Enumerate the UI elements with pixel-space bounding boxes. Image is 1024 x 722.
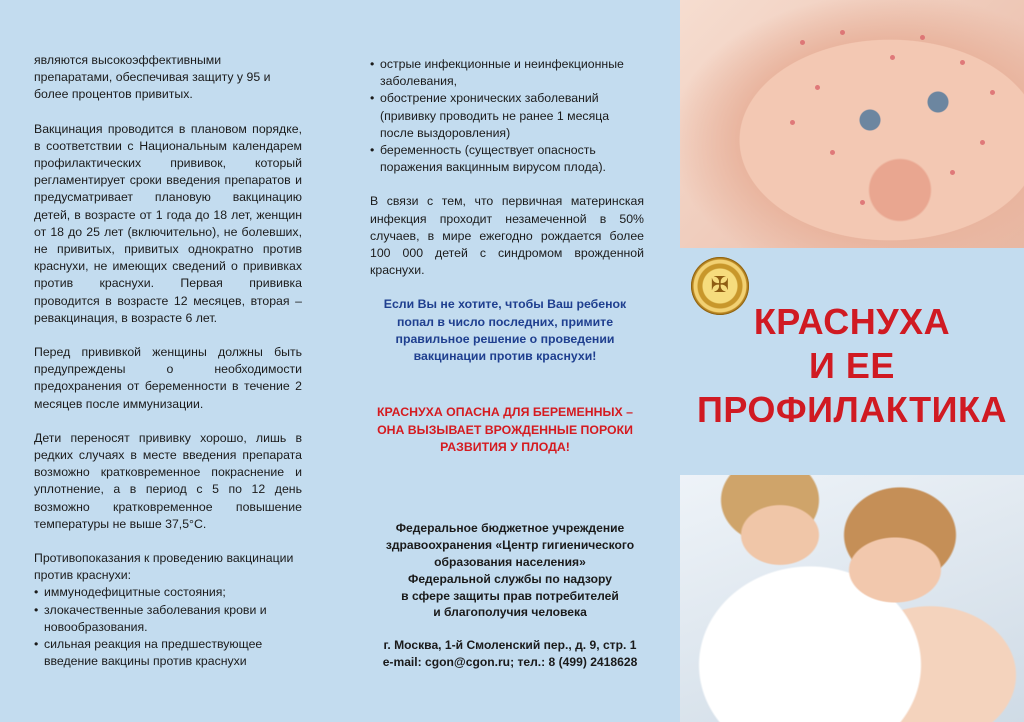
brochure-title	[680, 300, 1024, 432]
contraindications-list	[34, 584, 274, 670]
rash-spot	[890, 55, 895, 60]
baby-with-rash-photo	[680, 0, 1024, 248]
list-item: • злокачественные заболевания крови и новообразования.	[34, 602, 274, 636]
organization-line: Федеральной службы по надзору	[408, 571, 612, 586]
organization-line: Федеральное бюджетное учреждение	[395, 521, 625, 536]
middle-column	[340, 0, 680, 722]
organization-contacts: e-mail: cgon@cgon.ru; тел.: 8 (499) 2418628	[382, 655, 638, 670]
title-line: ПРОФИЛАКТИКА	[697, 389, 1007, 430]
title-line: И ЕЕ	[809, 345, 895, 386]
list-item: • сильная реакция на предшествующее введение вакцины против краснухи	[34, 636, 274, 670]
organization-address: г. Москва, 1-й Смоленский пер., д. 9, стр. 1	[383, 638, 637, 653]
list-item: • обострение хронических заболеваний (прививку проводить не ранее 1 месяца после выздоровления)	[370, 90, 640, 142]
spacer	[34, 533, 340, 550]
organization-line: в сфере защиты прав потребителей	[401, 588, 619, 603]
left-column	[0, 0, 340, 722]
organization-line: здравоохранения «Центр гигиенического	[385, 538, 635, 553]
cover-column	[680, 0, 1024, 722]
rash-spot	[800, 40, 805, 45]
rash-spot	[840, 30, 845, 35]
pregnancy-warning-paragraph: Перед прививкой женщины должны быть предупреждены о необходимости предохранения от беременности в течение 2 месяцев после иммунизации.	[34, 345, 302, 411]
vaccination-schedule-paragraph: Вакцинация проводится в плановом порядке, в соответствии с Национальным календарем профилактических прививок, который регламентирует сроки введения препаратов и предусматривает плановую вакцинацию детей, в возрасте от 1 года до 18 лет, женщин от 18 до 25 лет (включительно), не болевших, не привитых, привитых однократно против краснухи, не имеющих сведений о прививках против краснухи. Первая прививка проводится в возрасте 12 месяцев, вторая – ревакцинация, в возрасте 6 лет.	[34, 121, 302, 325]
spacer	[34, 104, 340, 121]
organization-block	[370, 520, 650, 670]
organization-line: и благополучия человека	[433, 605, 587, 620]
spacer	[370, 279, 680, 296]
spacer	[370, 621, 650, 637]
vaccination-call-to-action: Если Вы не хотите, чтобы Ваш ребенок попал в число последних, примите правильное решение о проведении вакцинации против краснухи!	[383, 297, 627, 364]
spacer	[370, 456, 680, 520]
spacer	[370, 176, 680, 193]
rospotrebnadzor-emblem-icon: ✠	[691, 257, 749, 315]
spacer	[370, 365, 680, 404]
rash-spot	[815, 85, 820, 90]
list-item: • беременность (существует опасность поражения вакцинным вирусом плода).	[370, 142, 640, 176]
side-effects-paragraph: Дети переносят прививку хорошо, лишь в редких случаях в месте введения препарата возможно кратковременное покраснение и уплотнение, а в период с 5 по 12 день возможно кратковременное повышение температуры не выше 37,5°С.	[34, 430, 302, 531]
rash-spot	[830, 150, 835, 155]
contraindications-list-continued	[370, 56, 640, 176]
rash-spot	[790, 120, 795, 125]
vaccine-effectiveness-paragraph: являются высокоэффективными препаратами, обеспечивая защиту у 95 и более процентов привитых.	[34, 53, 271, 102]
rash-spot	[950, 170, 955, 175]
rash-spot	[860, 200, 865, 205]
title-line: КРАСНУХА	[753, 301, 951, 342]
rash-spot	[980, 140, 985, 145]
list-item: • иммунодефицитные состояния;	[34, 584, 274, 601]
organization-line: образования населения»	[434, 555, 586, 570]
list-item: • острые инфекционные и неинфекционные заболевания,	[370, 56, 640, 90]
contraindications-intro: Противопоказания к проведению вакцинации против краснухи:	[34, 551, 294, 583]
rash-spot	[960, 60, 965, 65]
pregnancy-danger-warning: КРАСНУХА ОПАСНА ДЛЯ БЕРЕМЕННЫХ – ОНА ВЫЗЫВАЕТ ВРОЖДЕННЫЕ ПОРОКИ РАЗВИТИЯ У ПЛОДА!	[377, 405, 633, 455]
child-vaccination-photo	[680, 475, 1024, 722]
spacer	[34, 413, 340, 430]
rash-spot	[990, 90, 995, 95]
rash-spot	[920, 35, 925, 40]
congenital-statistics-paragraph: В связи с тем, что первичная материнская инфекция проходит незамеченной в 50% случаев, в мире ежегодно рождается более 100 000 детей с синдромом врожденной краснухи.	[370, 194, 644, 278]
spacer	[34, 327, 340, 344]
